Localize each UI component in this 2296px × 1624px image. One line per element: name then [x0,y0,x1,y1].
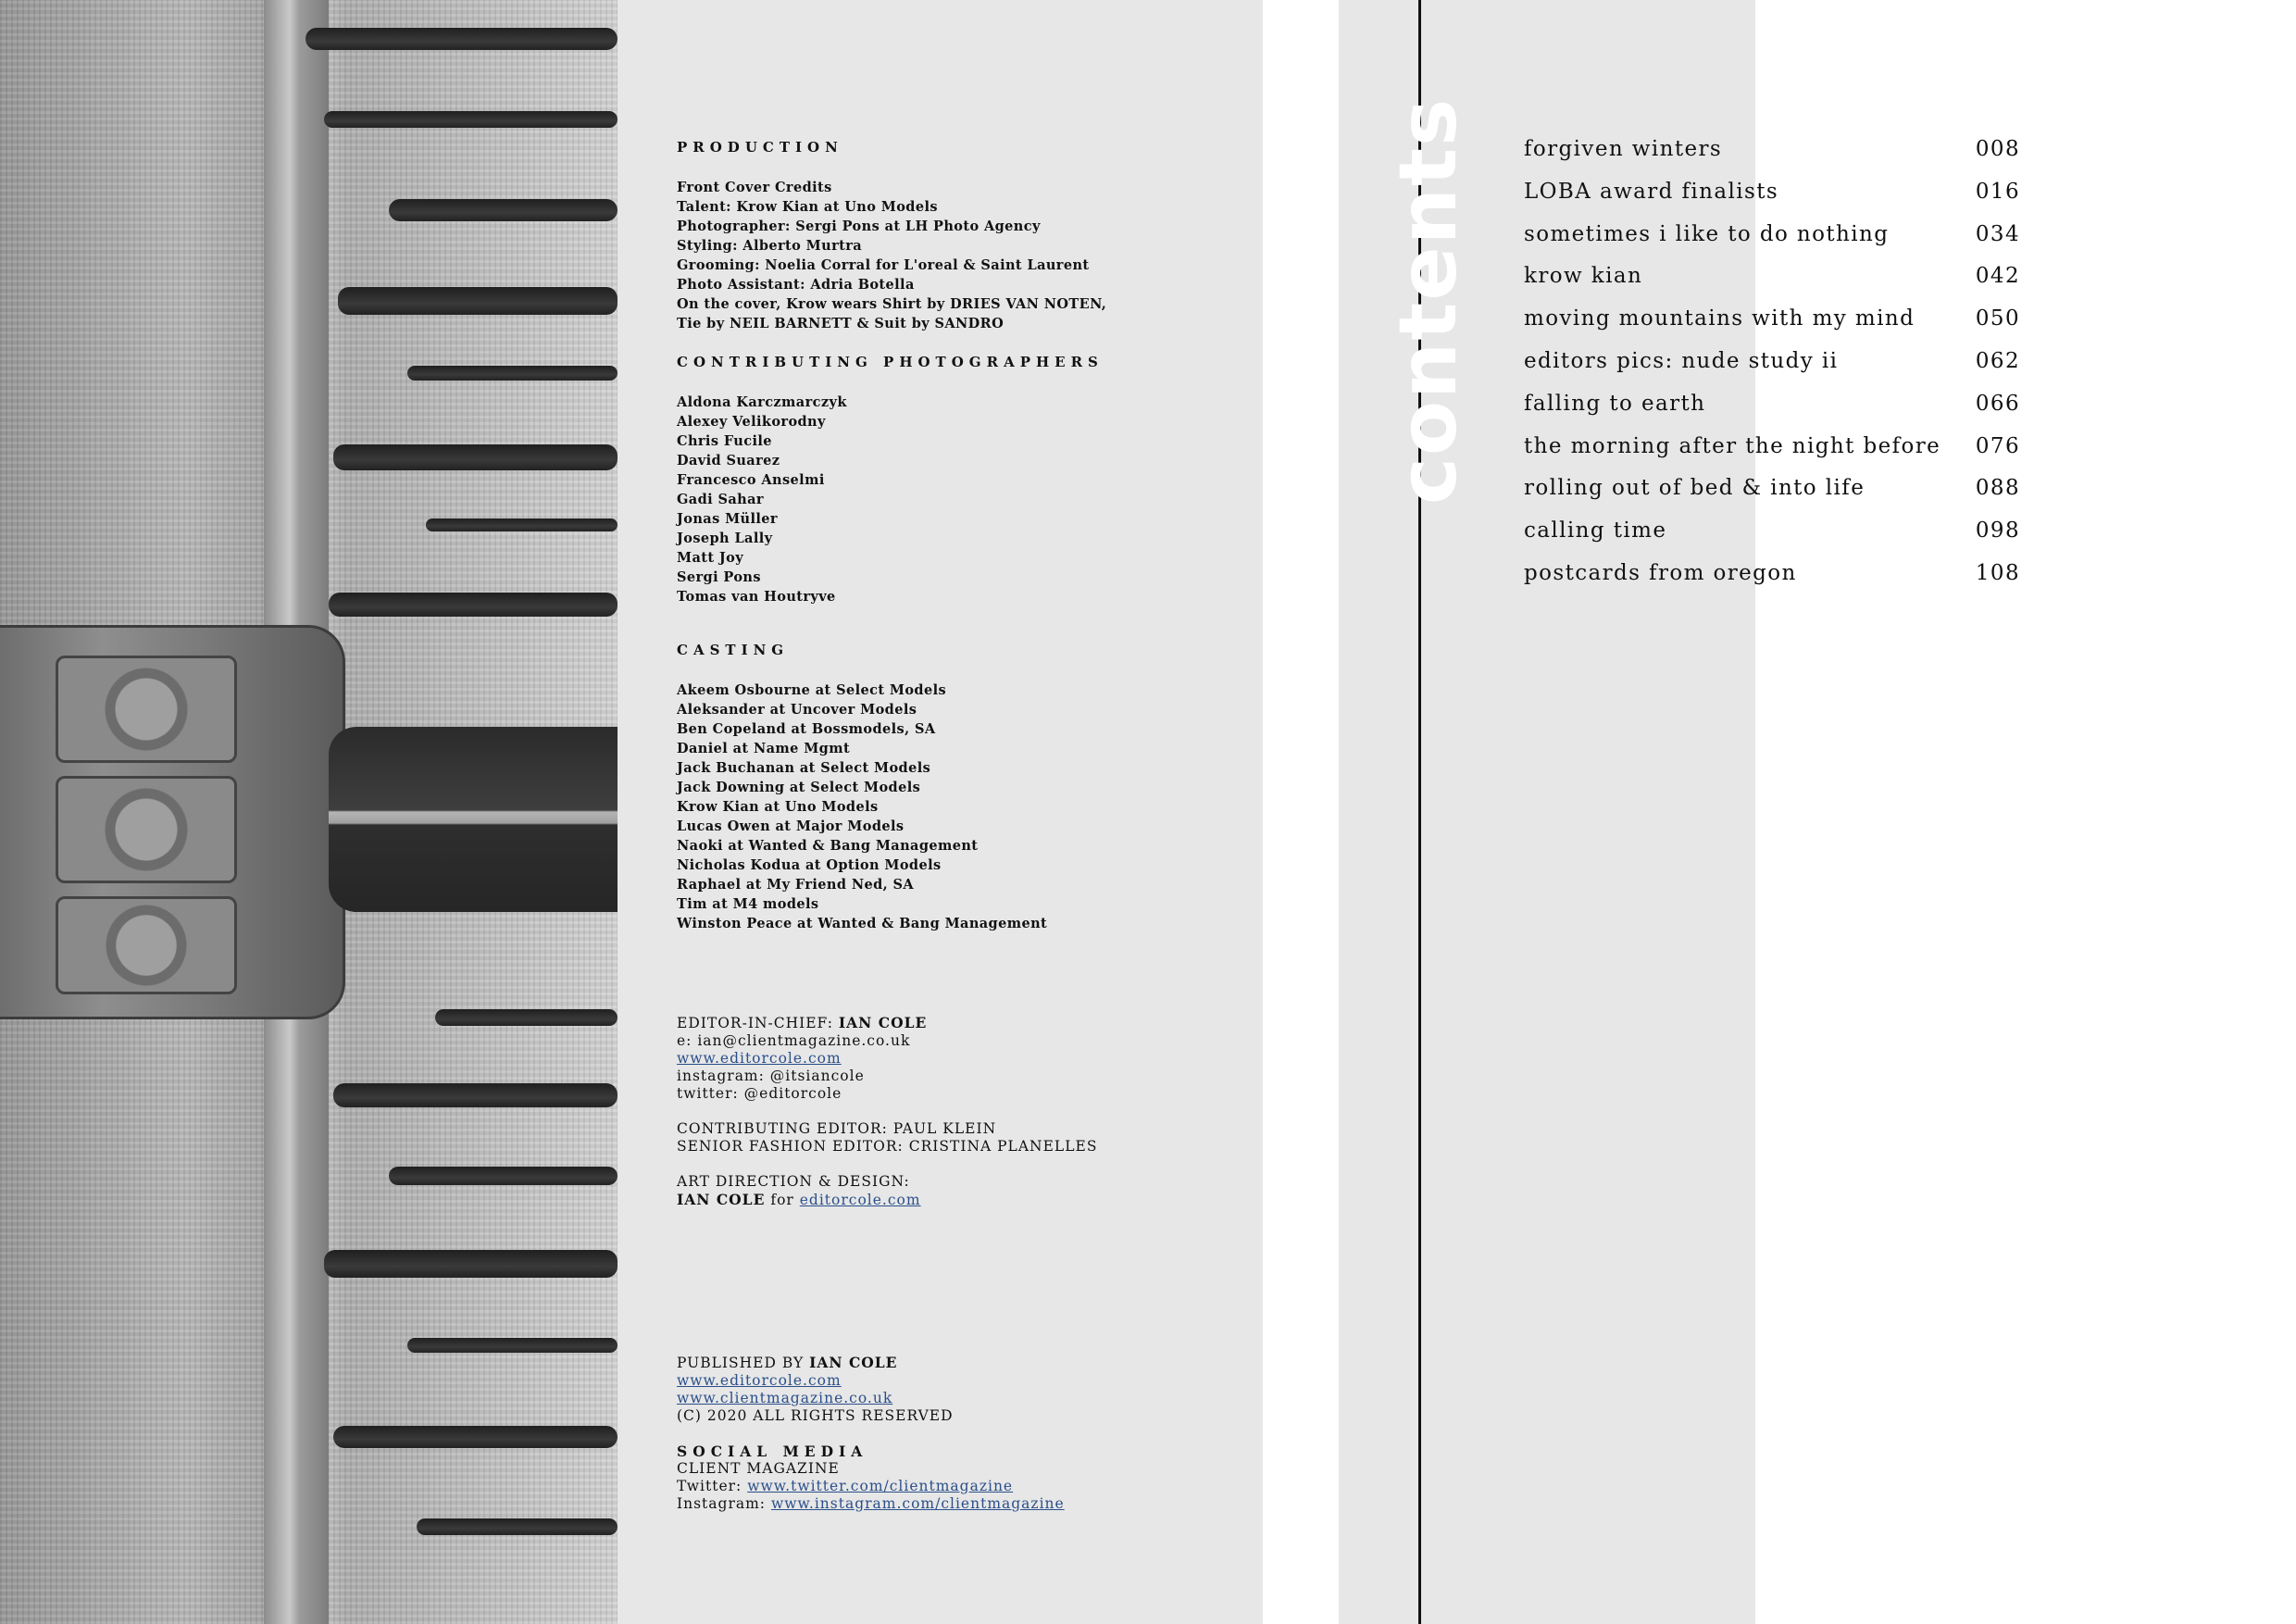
production-line: Grooming: Noelia Corral for L'oreal & Saint Laurent [677,257,1090,273]
production-line: Talent: Krow Kian at Uno Models [677,199,938,215]
casting-entry: Jack Downing at Select Models [677,780,921,795]
editor-label: EDITOR-IN-CHIEF: [677,1015,839,1031]
editor-email: e: ian@clientmagazine.co.uk [677,1032,911,1049]
editor-name: IAN COLE [838,1014,928,1031]
contents-item-page: 066 [1975,391,2020,416]
photo-tree-trunk [389,1167,618,1185]
photo-tree-trunk [333,1426,618,1448]
photo-tree-trunk [435,1009,618,1026]
editor-twitter: twitter: @editorcole [677,1085,842,1102]
contents-item-page: 098 [1975,518,2020,543]
photo-tree-trunk [329,593,618,617]
photographer-name: Chris Fucile [677,433,772,449]
art-direction-for: for [765,1192,800,1208]
production-heading: PRODUCTION [677,139,843,156]
publisher-link-clientmagazine[interactable]: www.clientmagazine.co.uk [677,1390,893,1406]
photo-tree-trunk [407,366,618,381]
publisher-block [677,1354,1232,1513]
photographer-name: Aldona Karczmarczyk [677,394,847,410]
casting-entry: Krow Kian at Uno Models [677,799,879,815]
production-list [677,178,1232,333]
production-line: Styling: Alberto Murtra [677,238,863,254]
photographer-name: Alexey Velikorodny [677,414,826,430]
pedestal-relief [56,896,237,994]
publisher-line [677,1354,1232,1372]
contents-item-title: calling time [1524,518,1667,543]
credits-column [677,139,1232,1513]
contents-item-page: 108 [1975,560,2020,585]
contents-item-page: 076 [1975,433,2020,458]
contents-item[interactable] [1524,180,2020,222]
contents-item-page: 016 [1975,179,2020,204]
contents-item-page: 088 [1975,476,2020,501]
photo-tree-trunk [426,518,618,531]
credits-page [618,0,1263,1624]
contents-item-page: 034 [1975,221,2020,246]
contents-item[interactable] [1524,137,2020,180]
pedestal-relief [56,776,237,883]
contents-item-page: 008 [1975,137,2020,161]
photographer-name: Joseph Lally [677,531,773,546]
contents-item[interactable] [1524,306,2020,349]
editor-block [677,1014,1232,1209]
casting-entry: Winston Peace at Wanted & Bang Management [677,916,1048,931]
casting-entry: Raphael at My Friend Ned, SA [677,877,915,893]
production-line: On the cover, Krow wears Shirt by DRIES VAN NOTEN, [677,296,1107,312]
cover-photo [0,0,618,1624]
contents-item-title: forgiven winters [1524,137,1723,161]
casting-entry: Naoki at Wanted & Bang Management [677,838,979,854]
contents-item[interactable] [1524,349,2020,392]
photo-tree-trunk [417,1518,618,1535]
contents-item[interactable] [1524,392,2020,434]
photographer-name: Francesco Anselmi [677,472,825,488]
social-instagram [677,1495,1232,1513]
art-direction-line [677,1191,1232,1209]
photo-tree-trunk [333,1083,618,1107]
fashion-editor: SENIOR FASHION EDITOR: CRISTINA PLANELLES [677,1138,1098,1155]
photo-tree-trunk [333,444,618,470]
casting-entry: Tim at M4 models [677,896,819,912]
photo-tree-trunk [407,1338,618,1353]
publisher-label: PUBLISHED BY [677,1355,810,1371]
contents-list [1524,137,2020,604]
pedestal-relief [56,656,237,763]
publisher-name: IAN COLE [809,1354,898,1371]
contents-item-page: 050 [1975,306,2020,331]
contents-item[interactable] [1524,561,2020,604]
rights-notice: (C) 2020 ALL RIGHTS RESERVED [677,1407,954,1424]
contents-item-page: 062 [1975,348,2020,373]
contents-item[interactable] [1524,222,2020,265]
editor-website-link[interactable]: www.editorcole.com [677,1050,842,1067]
production-line: Photo Assistant: Adria Botella [677,277,915,293]
casting-entry: Aleksander at Uncover Models [677,702,917,718]
photographer-name: Jonas Müller [677,511,778,527]
editor-instagram: instagram: @itsiancole [677,1068,865,1084]
contents-item[interactable] [1524,434,2020,477]
contents-item[interactable] [1524,476,2020,518]
photo-pedestal [0,625,345,1019]
contents-title: contents [1382,96,1475,505]
contents-item[interactable] [1524,518,2020,561]
photographer-name: Gadi Sahar [677,492,764,507]
contents-item-title: falling to earth [1524,391,1706,416]
photo-tree-trunk [324,1250,618,1278]
art-direction-name: IAN COLE [677,1191,766,1208]
contents-item-page: 042 [1975,264,2020,289]
casting-list [677,681,1232,933]
contents-item-title: postcards from oregon [1524,560,1797,585]
contents-item-title: LOBA award finalists [1524,179,1779,204]
contents-item[interactable] [1524,264,2020,306]
casting-entry: Nicholas Kodua at Option Models [677,857,942,873]
photographer-name: David Suarez [677,453,780,468]
casting-entry: Ben Copeland at Bossmodels, SA [677,721,936,737]
casting-entry: Lucas Owen at Major Models [677,818,905,834]
contributing-editor: CONTRIBUTING EDITOR: PAUL KLEIN [677,1120,997,1137]
photo-tree-trunk [389,199,618,221]
casting-entry: Jack Buchanan at Select Models [677,760,931,776]
contents-item-title: editors pics: nude study ii [1524,348,1839,373]
contents-item-title: krow kian [1524,264,1643,289]
contents-item-title: rolling out of bed & into life [1524,476,1866,501]
photographer-name: Sergi Pons [677,569,761,585]
casting-entry: Akeem Osbourne at Select Models [677,682,947,698]
contents-item-title: sometimes i like to do nothing [1524,221,1890,246]
photographers-heading: CONTRIBUTING PHOTOGRAPHERS [677,354,1104,370]
social-heading: SOCIAL MEDIA [677,1443,868,1460]
casting-heading: CASTING [677,642,790,658]
art-direction-link[interactable]: editorcole.com [799,1192,921,1208]
social-twitter-label: Twitter: [677,1478,748,1494]
contents-item-title: moving mountains with my mind [1524,306,1915,331]
photographer-name: Tomas van Houtryve [677,589,836,605]
photographer-name: Matt Joy [677,550,744,566]
photographers-list [677,393,1232,606]
production-line: Tie by NEIL BARNETT & Suit by SANDRO [677,316,1004,331]
photo-tree-trunk [338,287,618,315]
photo-tree-trunk [306,28,618,50]
casting-entry: Daniel at Name Mgmt [677,741,851,756]
publisher-link-editorcole[interactable]: www.editorcole.com [677,1372,842,1389]
contents-item-title: the morning after the night before [1524,433,1941,458]
photo-tree-trunk [324,111,618,128]
production-line: Photographer: Sergi Pons at LH Photo Agency [677,219,1041,234]
editor-line [677,1014,1232,1032]
social-name: CLIENT MAGAZINE [677,1460,840,1477]
social-twitter-link[interactable]: www.twitter.com/clientmagazine [747,1478,1014,1494]
social-instagram-label: Instagram: [677,1495,771,1512]
social-instagram-link[interactable]: www.instagram.com/clientmagazine [770,1495,1065,1512]
social-twitter [677,1478,1232,1495]
photo-figure [329,727,618,912]
production-line: Front Cover Credits [677,180,832,195]
art-direction-label: ART DIRECTION & DESIGN: [677,1173,910,1190]
